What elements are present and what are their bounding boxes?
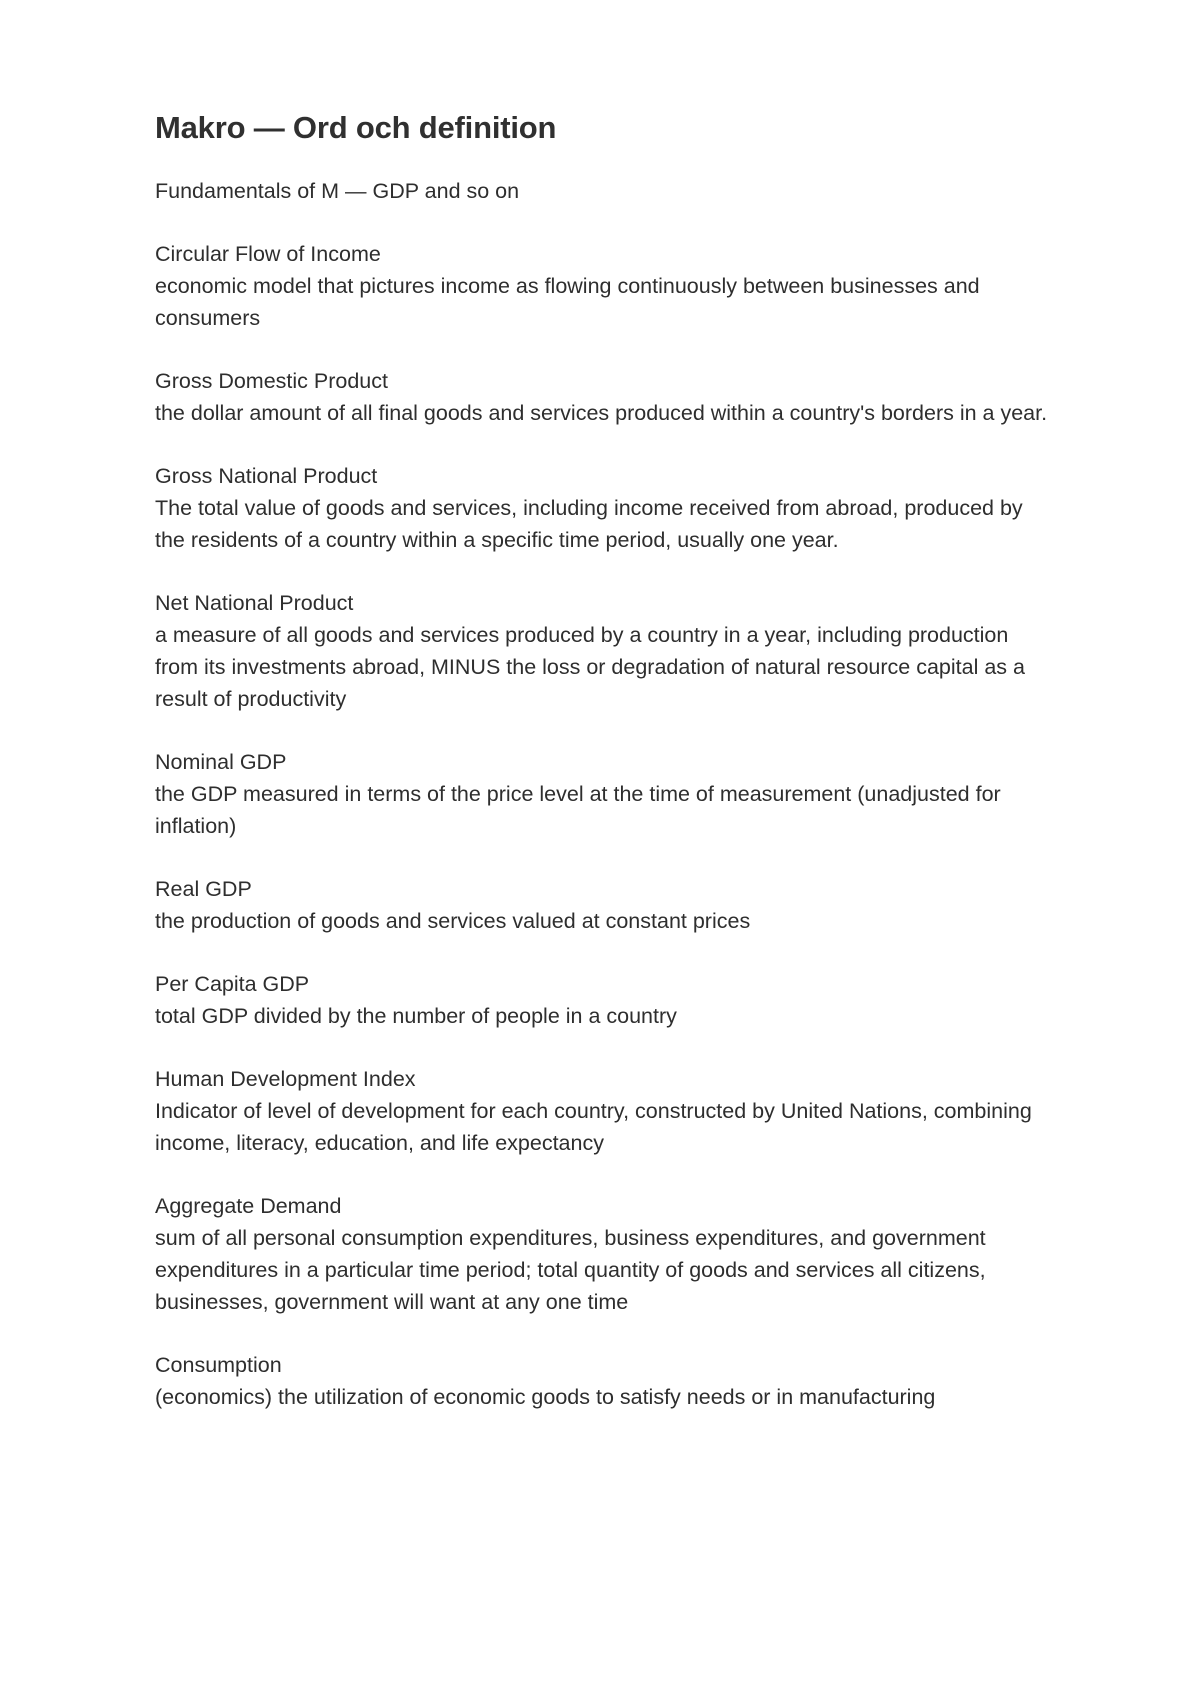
definition-entry (155, 873, 1055, 937)
entry-term: Nominal GDP (155, 750, 287, 774)
definition-entry (155, 460, 1055, 556)
entry-definition: total GDP divided by the number of people in a country (155, 1004, 677, 1028)
entry-term: Aggregate Demand (155, 1194, 342, 1218)
entry-term: Consumption (155, 1353, 282, 1377)
entry-definition: (economics) the utilization of economic goods to satisfy needs or in manufacturing (155, 1385, 936, 1409)
entry-term: Human Development Index (155, 1067, 416, 1091)
entry-definition: a measure of all goods and services produced by a country in a year, including production from its investments abroad, MINUS the loss or degradation of natural resource capital as a result of productivity (155, 623, 1025, 711)
definition-entry (155, 968, 1055, 1032)
entry-definition: the production of goods and services valued at constant prices (155, 909, 751, 933)
definition-entry (155, 587, 1055, 715)
definition-entry (155, 365, 1055, 429)
entry-definition: economic model that pictures income as flowing continuously between businesses and consumers (155, 274, 980, 330)
entry-definition: the GDP measured in terms of the price level at the time of measurement (unadjusted for inflation) (155, 782, 1001, 838)
definition-entry (155, 1063, 1055, 1159)
entry-definition: The total value of goods and services, including income received from abroad, produced by the residents of a country within a specific time period, usually one year. (155, 496, 1023, 552)
definition-entry (155, 746, 1055, 842)
entry-term: Circular Flow of Income (155, 242, 381, 266)
document-page (155, 108, 1055, 1444)
entry-term: Per Capita GDP (155, 972, 310, 996)
definition-entry (155, 1190, 1055, 1318)
entry-definition: Indicator of level of development for each country, constructed by United Nations, combining income, literacy, education, and life expectancy (155, 1099, 1032, 1155)
definition-entry (155, 238, 1055, 334)
entry-definition: sum of all personal consumption expenditures, business expenditures, and government expenditures in a particular time period; total quantity of goods and services all citizens, businesses, government will want at any one time (155, 1226, 986, 1314)
document-subtitle: Fundamentals of M — GDP and so on (155, 179, 520, 203)
entry-term: Net National Product (155, 591, 354, 615)
entry-term: Gross Domestic Product (155, 369, 388, 393)
entry-definition: the dollar amount of all final goods and services produced within a country's borders in a year. (155, 401, 1048, 425)
document-title: Makro — Ord och definition (155, 110, 557, 145)
entry-term: Gross National Product (155, 464, 378, 488)
entry-term: Real GDP (155, 877, 252, 901)
definition-entry (155, 1349, 1055, 1413)
